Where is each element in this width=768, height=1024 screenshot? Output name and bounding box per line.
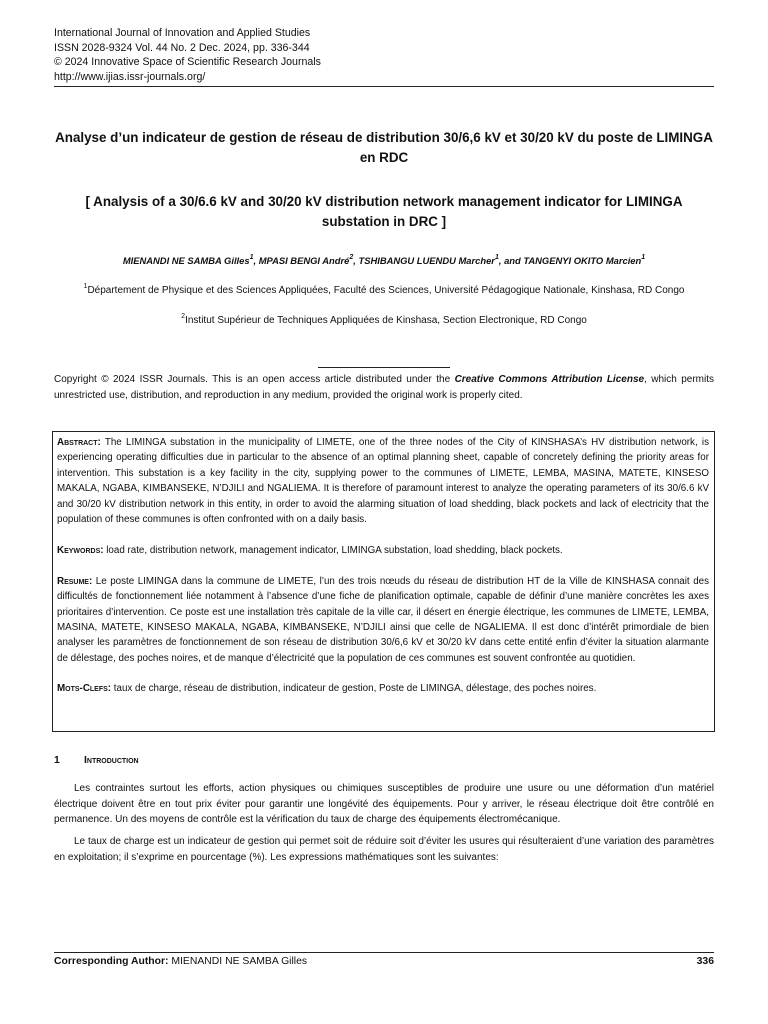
author-name: MIENANDI NE SAMBA Gilles (122, 255, 250, 266)
journal-url[interactable]: http://www.ijias.issr-journals.org/ (54, 70, 206, 83)
section-number: 1 (54, 755, 60, 766)
affiliation-text: Département de Physique et des Sciences Appliquées, Faculté des Sciences, Université Pédagogique Nationale, Kinshasa, RD Congo (87, 285, 685, 296)
copyright-divider (318, 367, 450, 368)
abstract-text: The LIMINGA substation in the municipality of LIMETE, one of the three nodes of the City of KINSHASA’s HV distribution network, is experiencing operating difficulties due in particular to the absence of an optimal planning sheet, capable of concretely defining the priority areas for intervention. This substation is a key facility in the city, supplying power to the communes of LIMETE, LEMBA, MASINA, MATETE, KINSESO MAKALA, NGABA, KIMBANSEKE, N’DJILI and NGALIEMA. It is therefore of paramount interest to analyze the operating parameters of its 30/6.6 kV and 30/20 kV distribution network in this entity, in order to avoid the alarming situation of load shedding, black pockets and lack of electricity that the population of these communes is often confronted with on a daily basis. (57, 437, 710, 526)
author-affil-mark: 1 (641, 253, 646, 261)
author-affil-mark: 1 (494, 253, 499, 261)
author-affil-mark: 2 (349, 253, 354, 261)
copyright-notice (54, 372, 714, 403)
abstract-paragraph (57, 435, 709, 527)
title-english: [ Analysis of a 30/6.6 kV and 30/20 kV distribution network management indicator for LIMINGA substation in DRC ] (85, 194, 683, 229)
resume-text: Le poste LIMINGA dans la commune de LIMETE, l’un des trois nœuds du réseau de distribution HT de la Ville de KINSHASA connait des difficultés de fonctionnement liée notamment à l’absence d’une fiche de planification optimale, capable de définir d’une manière concrètes les axes prioritaires d’intervention. Ce poste est une installation très capitale de la ville car, il désert en énergie électrique, les communes de LIMETE, LEMBA, MASINA, MATETE, KINSESO MAKALA, NGABA, KIMBANSEKE, N’DJILI ainsi que celle de NGALIEMA. Il est donc d’intérêt primordiale de bien analyser les paramètres de fonctionnement de son réseau de distribution 30/6,6 kV et 30/20 kV dans cette entité enfin d’éviter la situation alarmante de délestage, des poches noires, et de manque d’électricité que la population de ces communes est souvent confrontée au quotidien. (57, 575, 709, 664)
author-affil-mark: 1 (249, 253, 254, 261)
author-name: TSHIBANGU LUENDU Marcher (358, 255, 495, 266)
affiliation-2 (54, 314, 714, 328)
resume-paragraph (57, 574, 709, 666)
page-footer (54, 955, 714, 969)
page-number: 336 (696, 956, 714, 967)
copyright-text-start: Copyright © 2024 ISSR Journals. This is an open access article distributed under the (54, 374, 455, 385)
issn-line: ISSN 2028-9324 Vol. 44 No. 2 Dec. 2024, pp. 336-344 (54, 41, 310, 54)
mots-clefs-label: Mots-Clefs: (57, 683, 112, 695)
author-separator: , and (498, 255, 524, 266)
license-name: Creative Commons Attribution License (454, 374, 645, 385)
affiliation-text: Institut Supérieur de Techniques Appliquées de Kinshasa, Section Electronique, RD Congo (185, 315, 587, 326)
resume-label: Resume: (57, 575, 93, 587)
publisher-copyright: © 2024 Innovative Space of Scientific Research Journals (54, 56, 321, 69)
affiliation-mark: 1 (83, 282, 88, 290)
corresponding-author-name: MIENANDI NE SAMBA Gilles (171, 956, 308, 967)
body-paragraph: Les contraintes surtout les efforts, action physiques ou chimiques susceptibles de produire une usure ou une déformation d’un matériel électrique doivent être en tout prix éviter pour garantir une longévité des équipements. Pour y arriver, le réseau électrique doit être contrôlé en permanence. Un des moyens de contrôle est la vérification du taux de charge des équipements électromécanique. (54, 783, 714, 825)
journal-header (54, 26, 714, 84)
keywords-paragraph (57, 543, 709, 558)
section-title: Introduction (84, 755, 139, 766)
footer-divider (54, 952, 714, 953)
title-french: Analyse d’un indicateur de gestion de réseau de distribution 30/6,6 kV et 30/20 kV du poste de LIMINGA en RDC (55, 130, 713, 165)
author-separator: , (253, 255, 259, 266)
corresponding-author-label: Corresponding Author: (54, 956, 169, 967)
header-divider (54, 86, 714, 87)
keywords-text: load rate, distribution network, management indicator, LIMINGA substation, load shedding, black pockets. (106, 545, 563, 557)
keywords-label: Keywords: (57, 545, 104, 557)
journal-name: International Journal of Innovation and Applied Studies (54, 27, 311, 39)
abstract-box (52, 431, 715, 732)
affiliation-1 (54, 284, 714, 298)
affiliation-mark: 2 (181, 312, 186, 320)
section-heading (54, 754, 714, 768)
author-separator: , (353, 255, 359, 266)
author-list (54, 254, 714, 268)
abstract-label: Abstract: (57, 437, 101, 448)
copyright-text-end: , which permits unrestricted use, distribution, and reproduction in any medium, provided the original work is properly cited. (54, 374, 714, 401)
author-name: TANGENYI OKITO Marcien (523, 255, 642, 266)
mots-clefs-paragraph (57, 681, 709, 696)
author-name: MPASI BENGI André (258, 255, 350, 266)
mots-clefs-text: taux de charge, réseau de distribution, indicateur de gestion, Poste de LIMINGA, délestage, des poches noires. (113, 683, 597, 695)
body-paragraph: Le taux de charge est un indicateur de gestion qui permet soit de réduire soit d’éviter les usures qui résulteraient d’une variation des paramètres en exploitation; il s’exprime en pourcentage (%). Les expressions mathématiques sont les suivantes: (54, 836, 714, 863)
